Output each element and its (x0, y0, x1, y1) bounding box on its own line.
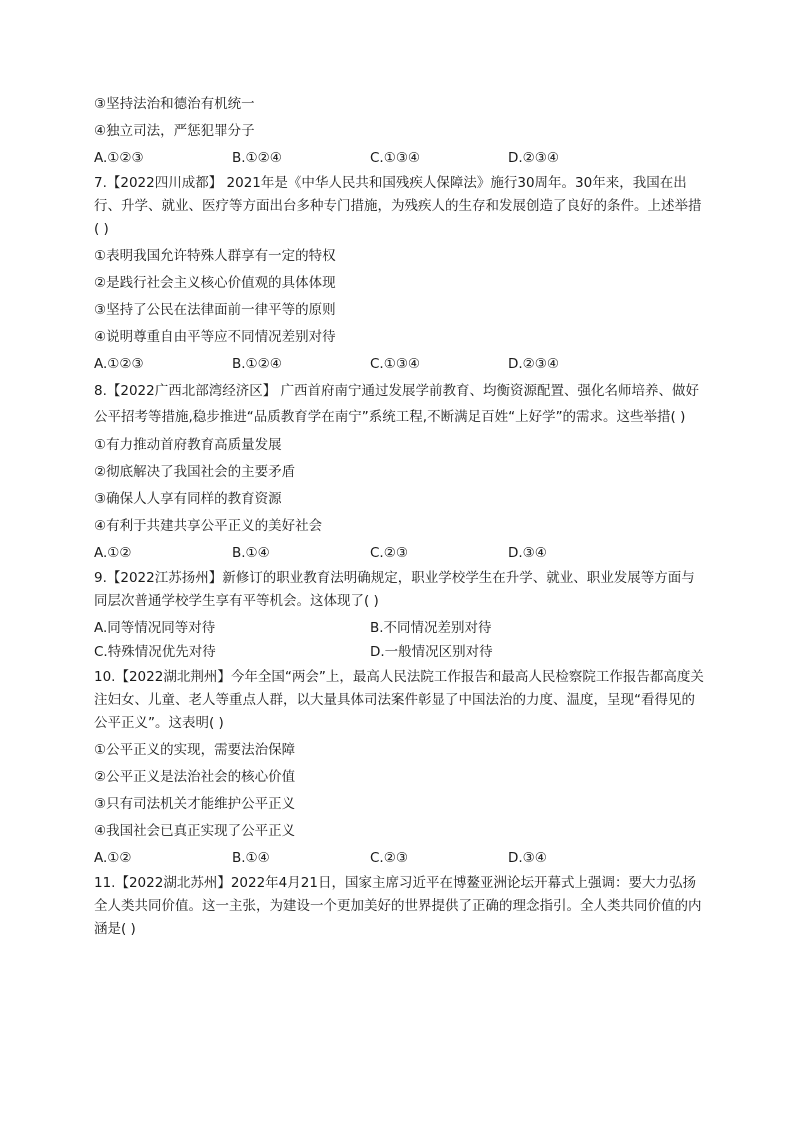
choice-a[interactable]: A.①②③ (94, 150, 144, 166)
choice-a[interactable]: A.①②③ (94, 356, 144, 372)
choice-b[interactable]: B.不同情况差别对待 (370, 620, 492, 636)
question-9 (94, 567, 704, 662)
choice-a[interactable]: A.同等情况同等对待 (94, 620, 216, 636)
question-stem: 9.【2022江苏扬州】新修订的职业教育法明确规定，职业学校学生在升学、就业、职业发展等方面与同层次普通学校学生享有平等机会。这体现了( ) (94, 570, 695, 609)
choice-d[interactable]: D.②③④ (508, 150, 559, 166)
answer-choices (94, 543, 704, 563)
statement: ③坚持了公民在法律面前一律平等的原则 (94, 302, 336, 318)
choice-c[interactable]: C.特殊情况优先对待 (94, 644, 216, 660)
choice-d[interactable]: D.一般情况区别对待 (370, 644, 493, 660)
answer-choices (94, 148, 704, 168)
answer-choices (94, 354, 704, 374)
choice-c[interactable]: C.②③ (370, 545, 408, 561)
question-7 (94, 172, 704, 374)
statement: ③只有司法机关才能维护公平正义 (94, 796, 296, 812)
statement: ④有利于共建共享公平正义的美好社会 (94, 518, 323, 534)
question-10 (94, 666, 704, 868)
statement: ④我国社会已真正实现了公平正义 (94, 823, 296, 839)
question-stem: 8.【2022广西北部湾经济区】 广西首府南宁通过发展学前教育、均衡资源配置、强化名师培养、做好公平招考等措施,稳步推进“品质教育学在南宁”系统工程,不断满足百姓“上好学”的需求。这些举措( ) (94, 383, 700, 425)
statement: ①有力推动首府教育高质量发展 (94, 437, 282, 453)
statement: ③确保人人享有同样的教育资源 (94, 491, 282, 507)
answer-choices-row-1 (94, 618, 704, 638)
choice-c[interactable]: C.①③④ (370, 150, 421, 166)
statement: ③坚持法治和德治有机统一 (94, 96, 255, 112)
choice-d[interactable]: D.③④ (508, 545, 547, 561)
choice-a[interactable]: A.①② (94, 545, 132, 561)
question-stem: 11.【2022湖北苏州】2022年4月21日，国家主席习近平在博鳌亚洲论坛开幕式上强调：要大力弘扬全人类共同价值。这一主张，为建设一个更加美好的世界提供了正确的理念指引。全人类共同价值的内涵是( ) (94, 875, 702, 937)
choice-a[interactable]: A.①② (94, 850, 132, 866)
statement: ②公平正义是法治社会的核心价值 (94, 769, 296, 785)
choice-d[interactable]: D.②③④ (508, 356, 559, 372)
choice-b[interactable]: B.①④ (232, 545, 270, 561)
choice-c[interactable]: C.②③ (370, 850, 408, 866)
statement: ④说明尊重自由平等应不同情况差别对待 (94, 329, 336, 345)
statement: ①表明我国允许特殊人群享有一定的特权 (94, 248, 336, 264)
choice-c[interactable]: C.①③④ (370, 356, 421, 372)
question-6-tail (94, 94, 704, 168)
answer-choices (94, 848, 704, 868)
statement: ②是践行社会主义核心价值观的具体体现 (94, 275, 336, 291)
choice-b[interactable]: B.①②④ (232, 150, 282, 166)
question-11 (94, 872, 704, 941)
question-stem: 10.【2022湖北荆州】今年全国“两会”上，最高人民法院工作报告和最高人民检察院工作报告都高度关注妇女、儿童、老人等重点人群，以大量具体司法案件彰显了中国法治的力度、温度，呈现“看得见的公平正义”。这表明( ) (94, 669, 704, 731)
choice-d[interactable]: D.③④ (508, 850, 547, 866)
question-stem: 7.【2022四川成都】 2021年是《中华人民共和国残疾人保障法》施行30周年。30年来，我国在出行、升学、就业、医疗等方面出台多种专门措施，为残疾人的生存和发展创造了良好的条件。上述举措( ) (94, 175, 702, 237)
statement: ①公平正义的实现，需要法治保障 (94, 742, 296, 758)
answer-choices-row-2 (94, 642, 704, 662)
statement: ②彻底解决了我国社会的主要矛盾 (94, 464, 296, 480)
exam-page (94, 94, 704, 946)
statement: ④独立司法，严惩犯罪分子 (94, 123, 255, 139)
choice-b[interactable]: B.①②④ (232, 356, 282, 372)
question-8 (94, 378, 704, 563)
choice-b[interactable]: B.①④ (232, 850, 270, 866)
